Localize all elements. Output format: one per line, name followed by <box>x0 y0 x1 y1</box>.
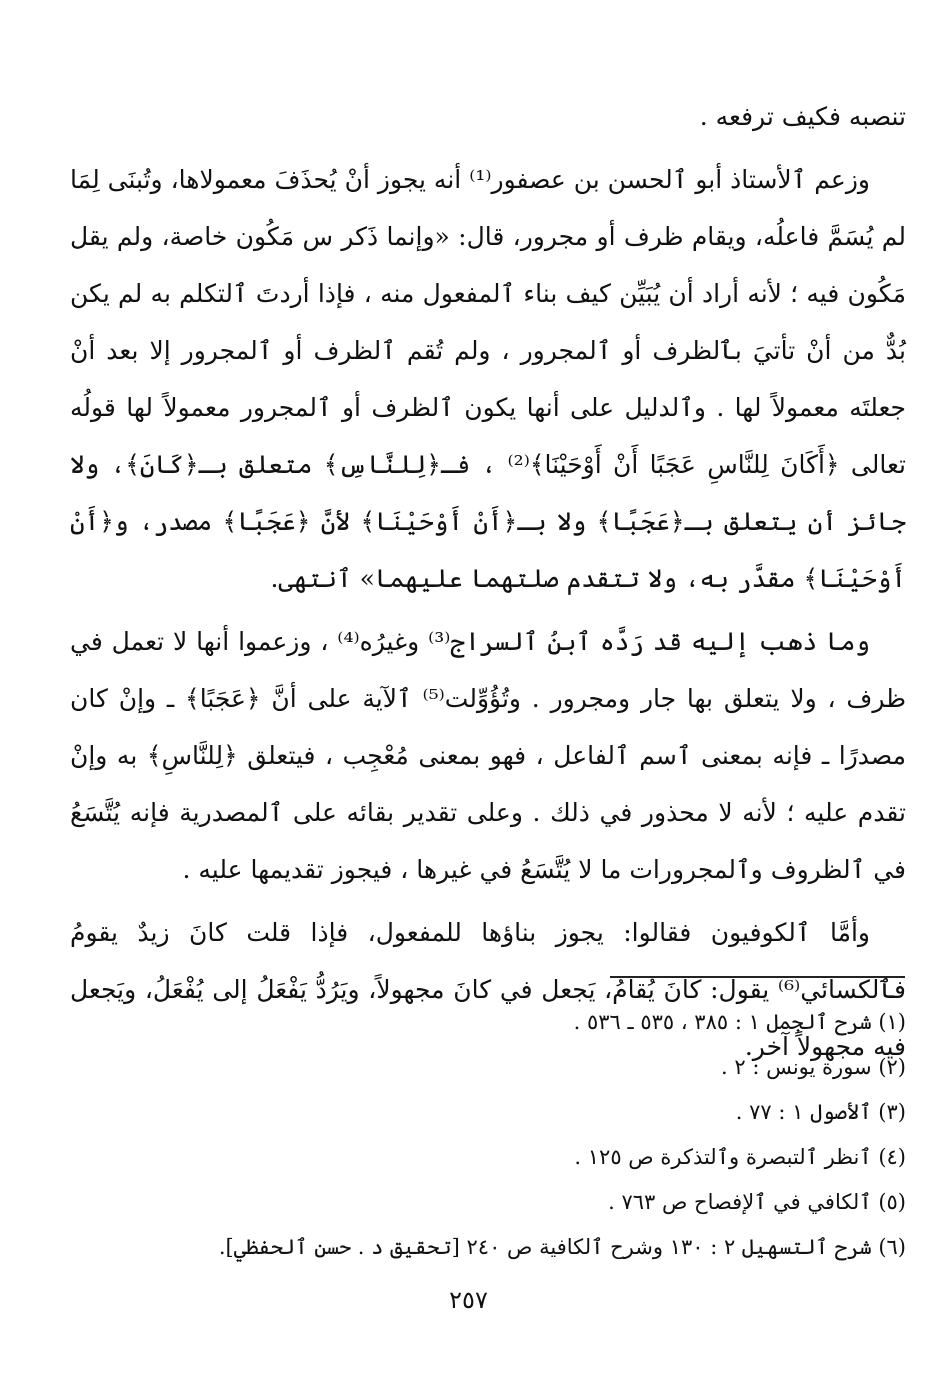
paragraph-1: تنصبه فكيف ترفعه . <box>699 102 906 131</box>
footnotes <box>70 1000 906 1270</box>
paragraph-3: وما ذهب إليه قد رَدَّه ٱبنُ ٱلسراج⁽³⁾ وغيرُه⁽⁴⁾ ، وزعموا أنها لا تعمل في ظرف ، ولا يتعلق بها جار ومجرور . وتُؤُوِّلت⁽⁵⁾ ٱلآية على أنَّ ﴿عَجَبًا﴾ ـ وإنْ كان مصدرًا ـ فإنه بمعنى ٱسم ٱلفاعل ، فهو بمعنى مُعْجِب ، فيتعلق ﴿لِلنَّاسِ﴾ به وإنْ تقدم عليه ؛ لأنه لا محذور في ذلك . وعلى تقدير بقائه على ٱلمصدرية فإنه يُتَّسَعُ في ٱلظروف وٱلمجرورات ما لا يُتَّسَعُ في غيرها ، فيجوز تقديمها عليه . <box>70 627 907 884</box>
footnote-1: (١) شرح ٱلجمل ١ : ٣٨٥ ، ٥٣٥ ـ ٥٣٦ . <box>573 1010 906 1034</box>
page-number: ٢٥٧ <box>449 1286 488 1314</box>
paragraph-4: وأمَّا ٱلكوفيون فقالوا: يجوز بناؤها للمفعول، فإذا قلت كانَ زيدٌ يقومُ فٱلكسائي⁽⁶⁾ يقول: كانَ يُقامُ، يَجعل في كانَ مجهولاً، ويَرُدُّ يَفْعَلُ إلى يُفْعَلُ، ويَجعل فيه مجهولاً آخر. <box>70 918 906 1061</box>
paragraph-2: وزعم ٱلأستاذ أبو ٱلحسن بن عصفور⁽¹⁾ أنه يجوز أنْ يُحذَفَ معمولاها، وتُبنَى لِمَا لم يُسَمَّ فاعلُه، ويقام ظرف أو مجرور، قال: «وإنما ذَكر س مَكُون خاصة، ولم يقل مَكُون فيه ؛ لأنه أراد أن يُبَيِّن كيف بناء ٱلمفعول منه ، فإذا أردتَ ٱلتكلم به لم يكن بُدٌّ من أنْ تأتيَ بٱلظرف أو ٱلمجرور ، ولم تُقم ٱلظرف أو ٱلمجرور إلا بعد أنْ جعلتَه معمولاً لها . وٱلدليل على أنها يكون ٱلظرف أو ٱلمجرور معمولاً لها قولُه تعالى ﴿أَكَانَ لِلنَّاسِ عَجَبًا أَنْ أَوْحَيْنَا﴾⁽²⁾ ، فـ﴿لِلنَّاسِ﴾ متعلق بـ﴿كَانَ﴾، ولا جائز أن يتعلق بـ﴿عَجَبًا﴾ ولا بـ﴿أَنْ أَوْحَيْنَا﴾ لأنَّ ﴿عَجَبًا﴾ مصدر، و﴿أَنْ أَوْحَيْنَا﴾ مقدَّر به، ولا تتقدم صلتهما عليهما» ٱنتهى. <box>70 165 906 593</box>
footnote-5: (٥) ٱلكافي في ٱلإفصاح ص ٧٦٣ . <box>608 1190 906 1214</box>
main-text <box>70 88 906 1081</box>
footnote-2: (٢) سورة يونس : ٢ . <box>721 1055 906 1079</box>
footnote-6: (٦) شرح ٱلتسهيل ٢ : ١٣٠ وشرح ٱلكافية ص ٢٤٠ [تحقيق د . حسن ٱلحفظي]. <box>218 1235 906 1259</box>
footnote-3: (٣) ٱلأصول ١ : ٧٧ . <box>735 1100 906 1124</box>
footnote-4: (٤) ٱنظر ٱلتبصرة وٱلتذكرة ص ١٢٥ . <box>574 1145 906 1169</box>
footnote-divider <box>610 976 905 978</box>
